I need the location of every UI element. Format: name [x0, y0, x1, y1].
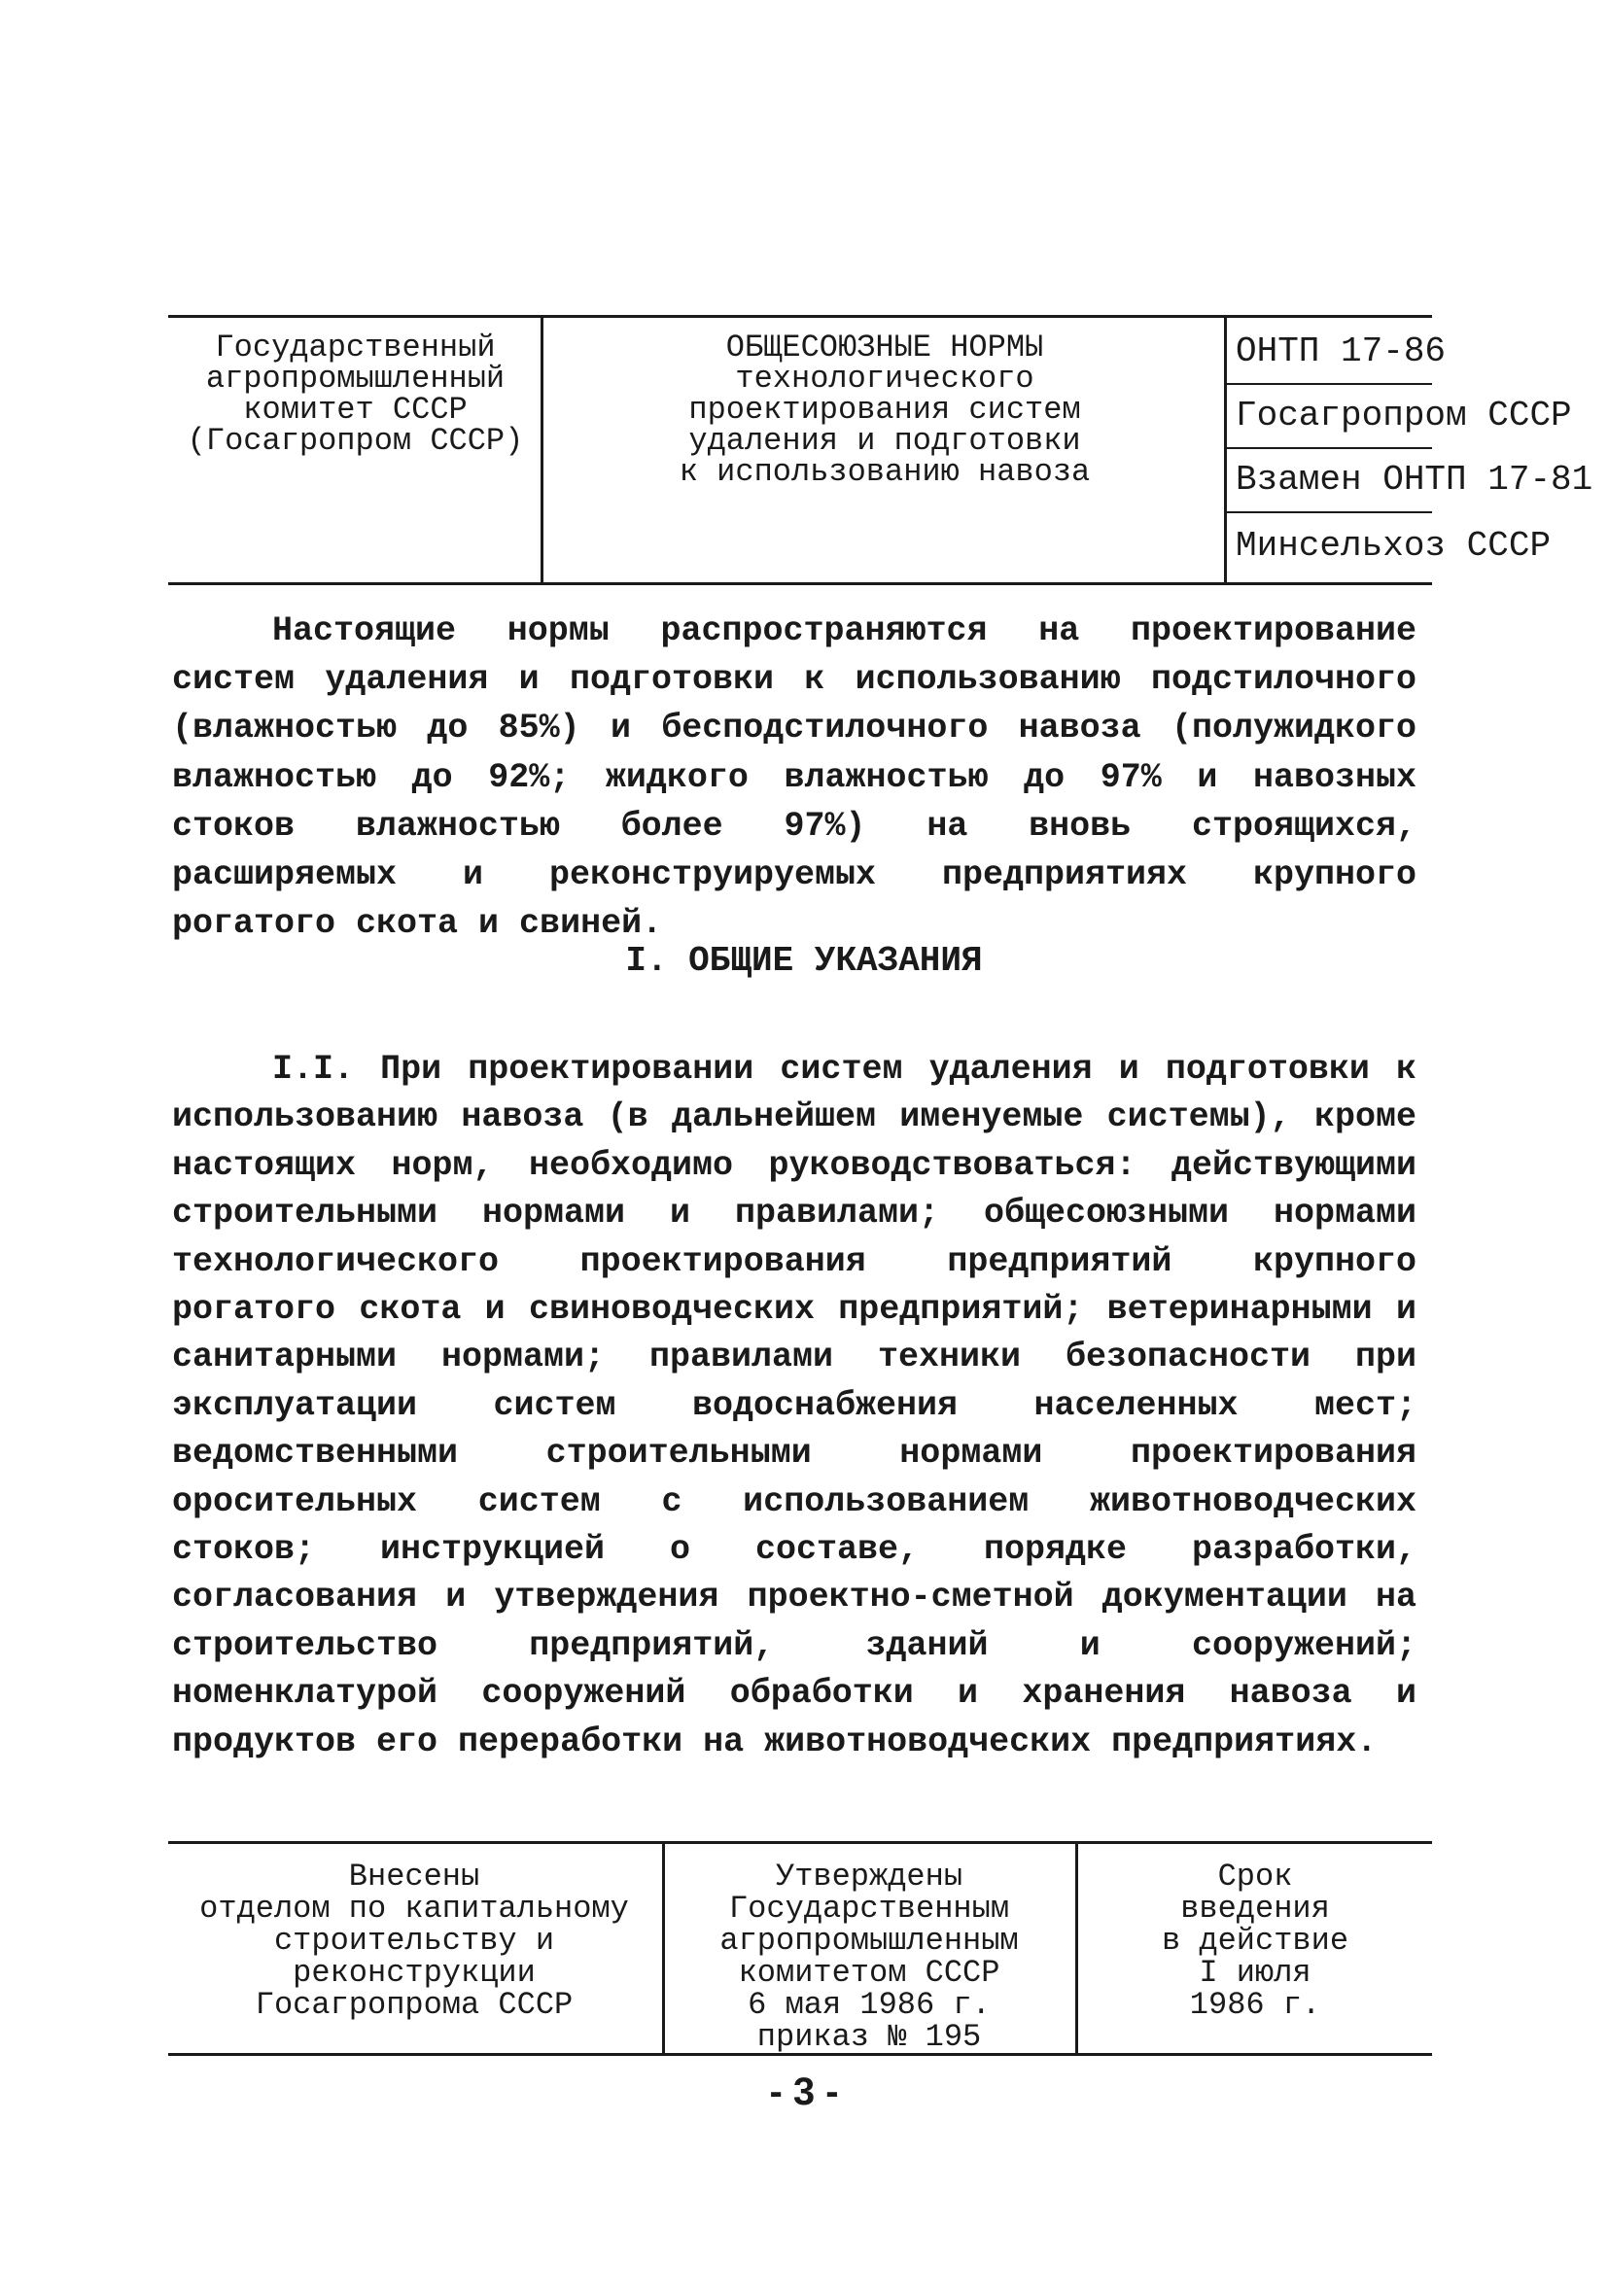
org-line: комитет СССР	[243, 392, 468, 428]
footer-approved	[665, 1861, 1073, 2053]
approved-line: Государственным	[728, 1891, 1010, 1927]
header-replaces: Взамен ОНТП 17-81	[1236, 460, 1593, 500]
intro-paragraph: Настоящие нормы распространяются на проектирование систем удаления и подготовки к использованию подстилочного (влажностью до 85%) и бесподстилочного навоза (полужидкого влажностью до 92%; жидкого влажностью до 97% и навозных стоков влажностью более 97%) на вновь строящихся, расширяемых и реконструируемых предприятиях крупного рогатого скота и свиней.	[172, 611, 1416, 944]
org-line: Государственный	[215, 330, 496, 365]
footer-effective	[1078, 1861, 1432, 2021]
effective-line: в действие	[1161, 1923, 1349, 1959]
header-ministry: Минсельхоз СССР	[1236, 526, 1552, 566]
page-number: - 3 -	[769, 2070, 839, 2113]
submitted-line: Внесены	[348, 1859, 480, 1895]
title-line: технологического	[735, 361, 1034, 397]
submitted-line: отделом по капитальному	[199, 1891, 629, 1927]
title-line: к использованию навоза	[679, 454, 1091, 490]
submitted-line: Госагропрома СССР	[255, 1987, 574, 2023]
section-title: I. ОБЩИЕ УКАЗАНИЯ	[625, 941, 983, 981]
footer-top-rule	[168, 1841, 1432, 1844]
header-replaces-rule	[1226, 511, 1432, 513]
intro-text	[172, 607, 1416, 948]
header-issuer-rule	[1226, 447, 1432, 449]
approved-line: приказ № 195	[756, 2019, 982, 2055]
title-line: ОБЩЕСОЮЗНЫЕ НОРМЫ	[725, 330, 1044, 365]
header-issuer: Госагропром СССР	[1236, 396, 1572, 435]
approved-line: агропромышленным	[719, 1923, 1019, 1959]
effective-line: введения	[1180, 1891, 1330, 1927]
approved-line: комитетом СССР	[738, 1955, 1000, 1991]
effective-line: Срок	[1217, 1859, 1293, 1895]
org-line: (Госагропром СССР)	[187, 423, 524, 459]
effective-line: 1986 г.	[1189, 1987, 1321, 2023]
header-divider-2	[1224, 315, 1227, 585]
section-body	[172, 1046, 1416, 1766]
footer-submitted	[168, 1861, 660, 2021]
header-organization	[168, 332, 542, 457]
header-title	[545, 332, 1224, 488]
effective-line: I июля	[1199, 1955, 1311, 1991]
paragraph-1-1: I.I. При проектировании систем удаления и подготовки к использованию навоза (в дальнейшем именуемые системы), кроме настоящих норм, необходимо руководствоваться: действующими строительными нормами и правилами; общесоюзными нормами технологического проектирования предприятий крупного рогатого скота и свиноводческих предприятий; ветеринарными и санитарными нормами; правилами техники безопасности при эксплуатации систем водоснабжения населенных мест; ведомственными строительными нормами проектирования оросительных систем с использованием животноводческих стоков; инструкцией о составе, порядке разработки, согласования и утверждения проектно-сметной документации на строительство предприятий, зданий и сооружений; номенклатурой сооружений обработки и хранения навоза и продуктов его переработки на животноводческих предприятиях.	[172, 1050, 1416, 1761]
approved-line: 6 мая 1986 г.	[748, 1987, 991, 2023]
submitted-line: строительству и	[273, 1923, 555, 1959]
header-code-rule	[1226, 383, 1432, 385]
header-bottom-rule	[168, 582, 1432, 585]
title-line: проектирования систем	[688, 392, 1081, 428]
org-line: агропромышленный	[205, 361, 506, 397]
header-table	[168, 315, 1593, 585]
header-code: ОНТП 17-86	[1236, 331, 1447, 371]
title-line: удаления и подготовки	[688, 423, 1081, 459]
approved-line: Утверждены	[775, 1859, 963, 1895]
header-top-rule	[168, 315, 1432, 318]
footer-table	[168, 1841, 1432, 2065]
submitted-line: реконструкции	[293, 1955, 536, 1991]
